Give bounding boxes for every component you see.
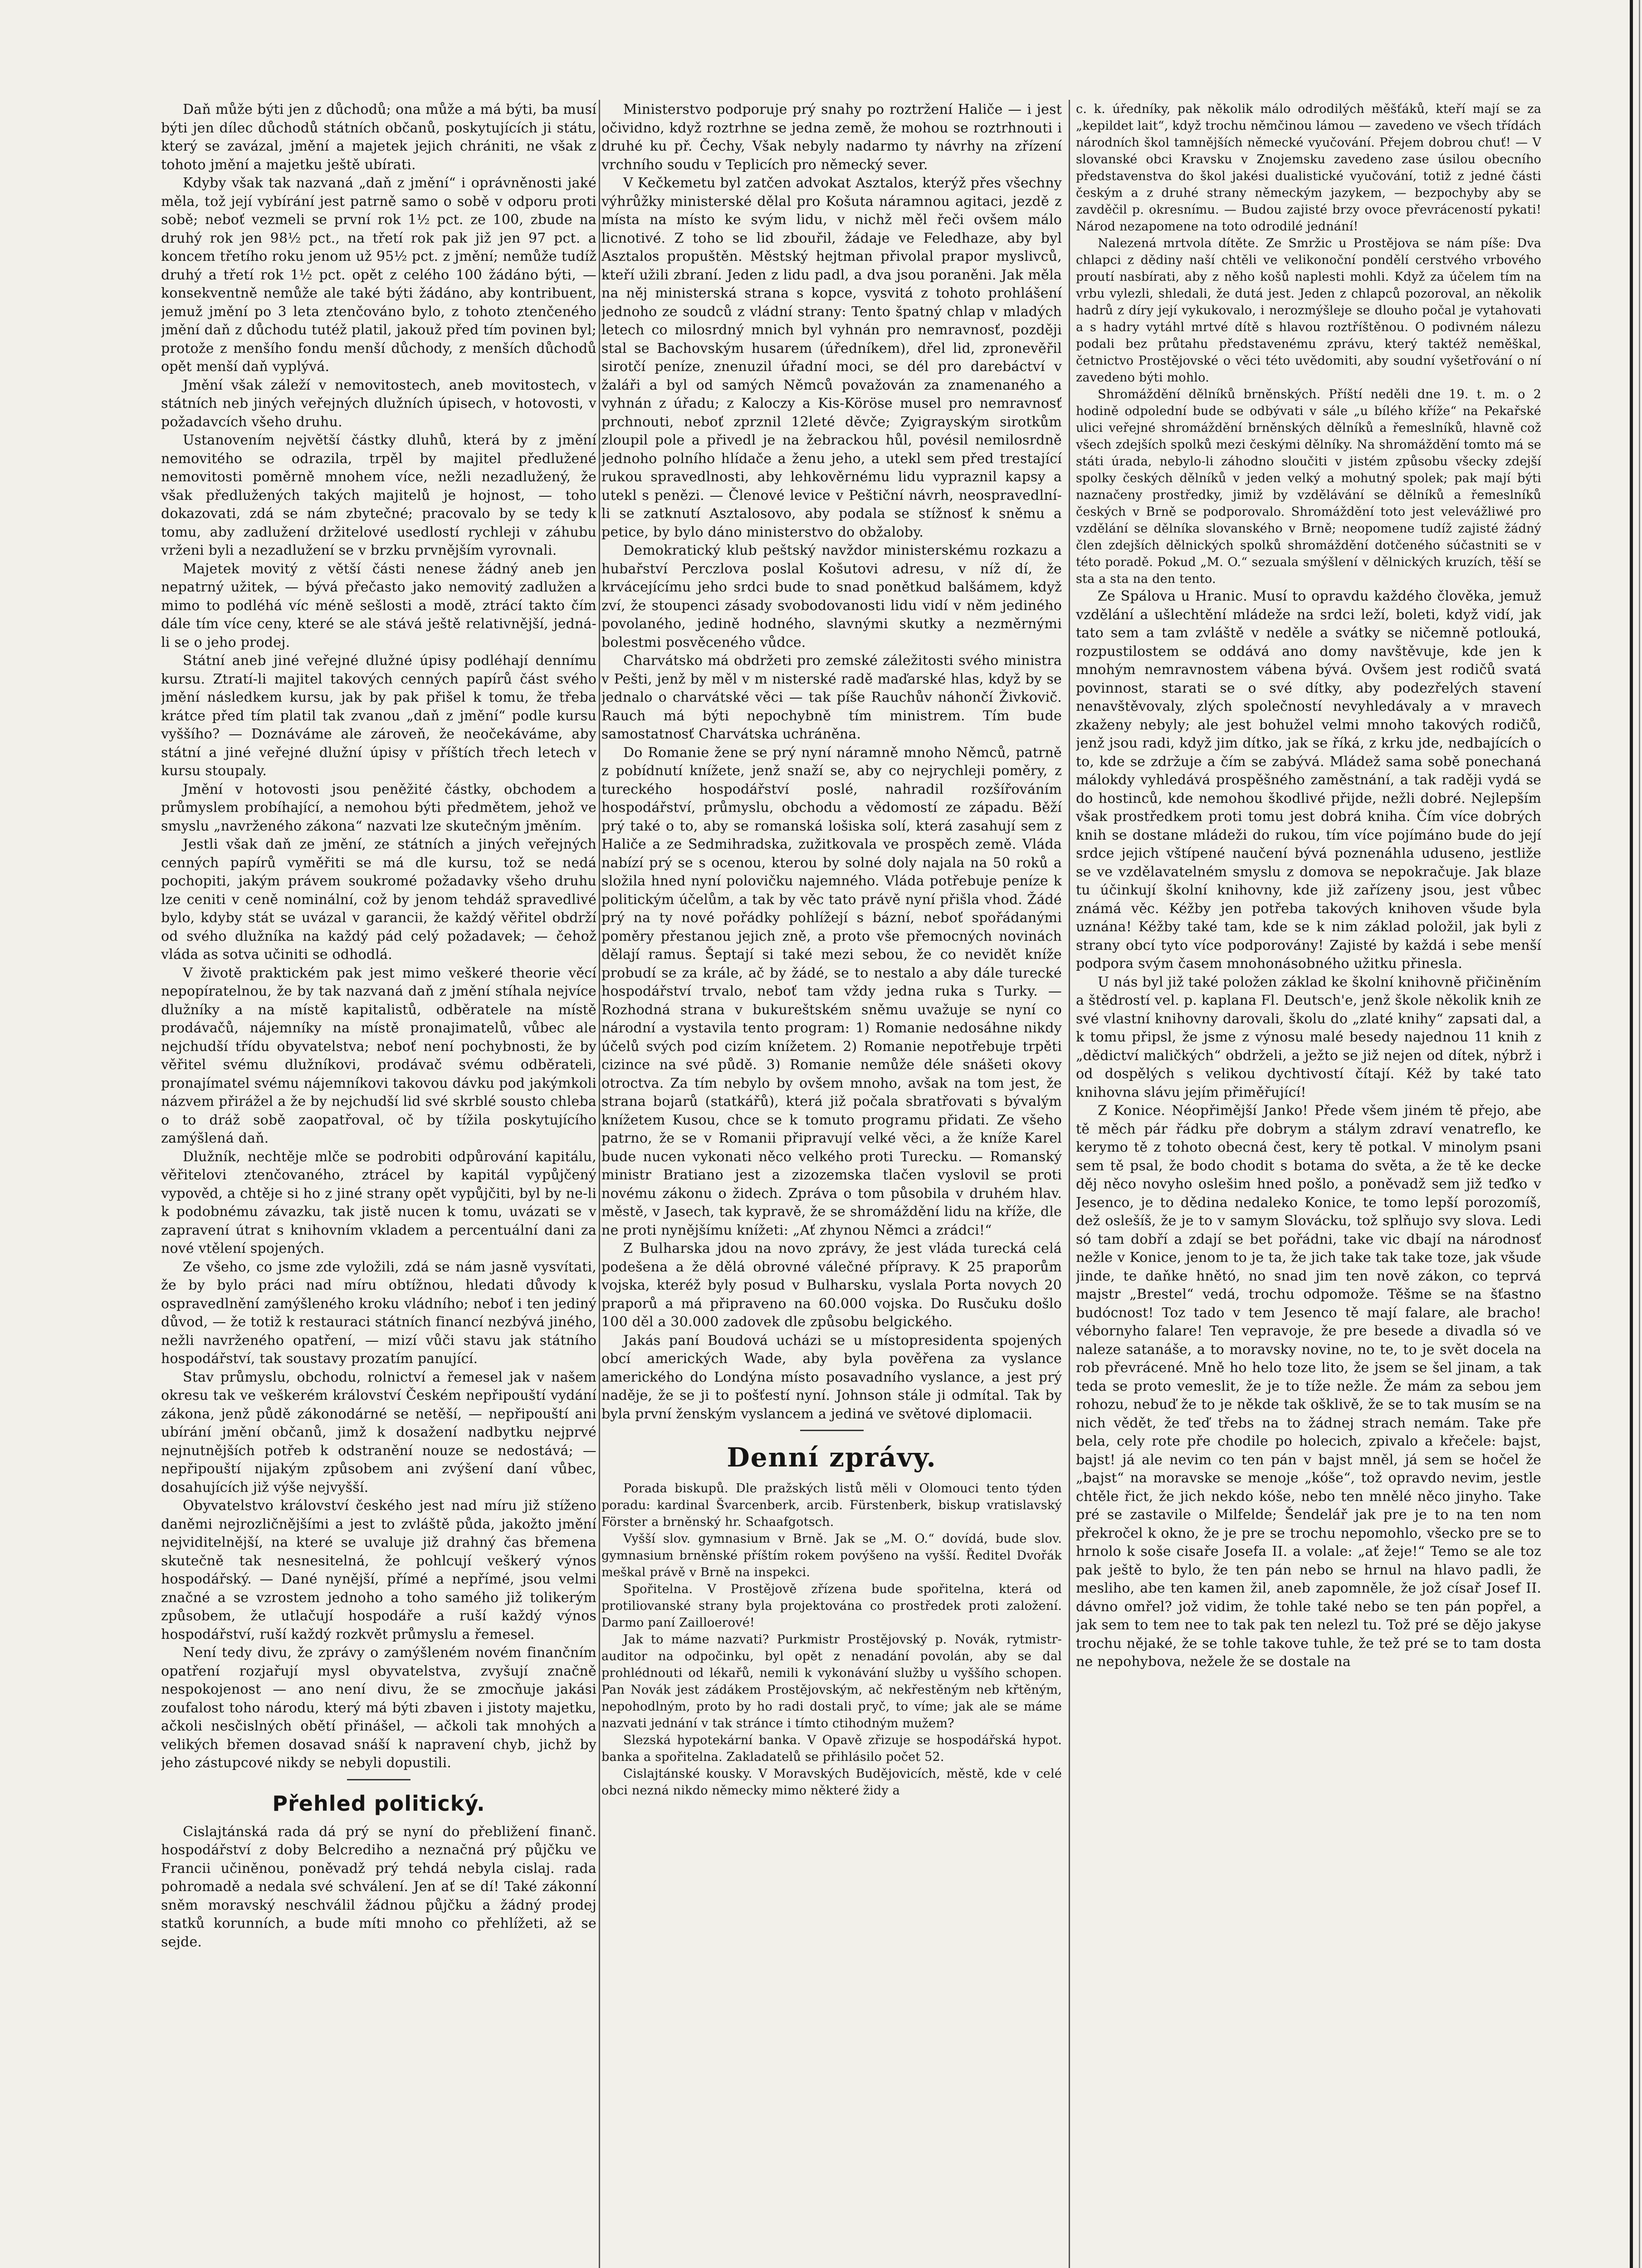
paragraph: Stav průmyslu, obchodu, rolnictví a řemesel jak v našem okresu tak ve veškerém království Českém nepřipouští vydání zákona, jenž půdě zákonodárné se netěší, — nepřipouští ani ubírání jmění občanů, jimž k dosažení nadbytku nejprvé nejnutnějších potřeb k odstranění nouze se nedostává; — nepřipouští nijakým způsobem ani zvýšení daní vůbec, dosahujících již výše nejvyšší. xyxy=(161,1369,596,1496)
paragraph: Cislajtánská rada dá prý se nyní do přebližení finanč. hospodářství z doby Belcrediho a neznačná prý půjčku ve Francii učiněnou, poněvadž prý tehdá nebyla cislaj. rada pohromadě a nedala své schválení. Jen ať se dí! Také zákonní sněm moravský neschválil žádnou půjčku a žádný prodej statků korunních, a bude míti mnoho co přehlížeti, až se sejde. xyxy=(161,1823,596,1950)
news-item: Vyšší slov. gymnasium v Brně. Jak se „M. O.“ dovídá, bude slov. gymnasium brněnské příštím rokem povýšeno na vyšší. Ředitel Dvořák meškal právě v Brně na inspekci. xyxy=(601,1532,1062,1579)
section-heading-daily-news: Denní zprávy. xyxy=(727,1442,937,1473)
section-heading-politics: Přehled politický. xyxy=(272,1791,485,1816)
page-edge-rule xyxy=(1630,0,1633,2268)
paragraph: Z Konice. Néopřimější Janko! Přede všem jiném tě přejo, abe tě měch pár řádku pře dobrym a stálym zdraví venatreflo, ke kerymo tě z tohoto obecná čest, kery tě potkal. V minolym psani sem tě psal, že bodo chodit s botama do světa, a že tě ke decke děj něco novyho oslešim hned pošlo, a poněvadž sem již teďko v Jesenco, je to dědina nedaleko Konice, te tomo lepší porozomíš, dež oslešíš, že je to v samym Slovácku, tož splňujo svy slova. Ledi só tam dobří a zdají se bet pořádni, take vic dbají na národnosť nežle v Konice, jenom to je ta, že jich take tak take toze, jak všude jinde, te daňke hnětó, no snad jim ten nově zákon, co teprvá majstr „Brestel“ vedá, trochu odpomože. Těšme se na šťastno budócnost! Toz tado v tem Jesenco tě mají falare, ale bracho! vébornyho falare! Ten vepravoje, že pre besede a divadla só ve naleze satanáše, a to moravsky novine, no te, to je svět docela na rob převrácené. Mně ho helo toze lito, že jsem se šel jinam, a tak teda se proto vemeslit, že je to tíže nežle. Že mám za sebou jem rohozu, nebuď že to je někde tak ošklivě, že se to tak musím se na nich vědět, že teď třebs na to žádnej strach nemám. Take pře bela, cely rote pře chodile po holecich, zpivalo a křečele: bajst, bajst! já ale nevim co ten pán v bajst mněl, já sem se hočel že „bajst“ na moravske se menoje „kóše“, tož opravdo nevim, jestle chtěle řict, že jich nekdo kóše, nebo ten mnělé něco jinyho. Take pré se zastavile o Milfelde; Šendelář jak pre je to na ten nom překročel k okno, že je pre se trochu nepomohlo, všecko pre se to hrnolo k soše cisaře Josefa II. a volale: „ať žeje!“ Temo se ale toz pak ještě to bylo, že ten pán nebo se hrnul na hlavo padli, že mesliho, abe ten kamen žil, aneb zapomněle, že jož císař Josef II. dávno omřel? jož vidim, že tohle také nebo se ten pán popřel, a jak sem to tem nee to tak pak ten nelezl tu. Tož pré se dějo jakyse trochu nějaké, že se tohle takove tuhle, že tež pré se to tam dosta ne nepohybova, nežele že se dostale na xyxy=(1076,1103,1541,1670)
paragraph: U nás byl již také položen základ ke školní knihovně přičiněním a štědrostí vel. p. kaplana Fl. Deutsch'e, jenž škole několik knih ze své vlastní knihovny darovali, školu do „zlaté knihy“ zapsati dal, a k tomu připsl, že jsme z výnosu malé besedy najednou 11 knih z „dědictví maličkých“ obdrželi, a ježto se již nejen od dítek, nýbrž i od dospělých s velikou dychtivostí čítají. Kéž by také tato knihovna slávu jejím přiměřující! xyxy=(1076,974,1541,1100)
paragraph: Jestli však daň ze jmění, ze státních a jiných veřejných cenných papírů vyměřiti se má dle kursu, tož se nedá pochopiti, jakým právem soukromé požadavky všeho druhu lze ceniti v ceně nominální, což by jenom tehdáž spravedlivé bylo, kdyby stát se uvázal v garancii, že každý věřitel obdrží od svého dlužníka na každý pád celý požadavek; — čehož vláda as sotva učiniti se odhodlá. xyxy=(161,836,596,963)
paragraph: Není tedy divu, že zprávy o zamýšleném novém finančním opatření rozjařují mysl obyvatelstva, zvyšují značně nespokojenost — ano není divu, že se zmocňuje jakási zoufalost toho národu, který má býti zbaven i jistoty majetku, ačkoli nesčislných obětí přinášel, — ačkoli tak mnohých a velikých břemen dosavad snáší k napravení chyb, jichž by jeho zástupcové nikdy se nebyli dopustili. xyxy=(161,1645,596,1771)
paragraph: Daň může býti jen z důchodů; ona může a má býti, ba musí býti jen dílec důchodů státních občanů, poskytujících ji státu, který se zavázal, jmění a majetek jejich chrániti, ne však z tohoto jmění a majetku ještě ubírati. xyxy=(161,102,596,173)
section-rule xyxy=(347,1779,410,1780)
paragraph: Majetek movitý z větší části nenese žádný aneb jen nepatrný užitek, — bývá přečasto jako nemovitý zadlužen a mimo to podléhá víc méně sešlosti a modě, ztrácí takto čím dále tím více ceny, které se ale stává ještě relativnější, jedná-li se o jeho prodej. xyxy=(161,561,596,650)
paragraph: Ze všeho, co jsme zde vyložili, zdá se nám jasně vysvítati, že by bylo práci nad míru obtížnou, hledati důvody k ospravedlnění zamýšleného kroku vládního; neboť i ten jediný důvod, — že totiž k restauraci státních financí nezbývá jiného, nežli navrženého opatření, — mizí vůči stavu jak státního hospodářství, tak soustavy prozatím panující. xyxy=(161,1259,596,1367)
column-1 xyxy=(161,101,596,2268)
news-item: Porada biskupů. Dle pražských listů měli v Olomouci tento týden poradu: kardinal Švarcenberk, arcib. Fürstenberk, biskup vratislavský Förster a brněnský hr. Schaafgotsch. xyxy=(601,1481,1062,1529)
paragraph: Jakás paní Boudová ucházi se u místopresidenta spojených obcí amerických Wade, aby byla pověřena za vyslance amerického do Londýna místo posavadního vyslance, a jest prý naděje, že se ji to pošťestí nyní. Johnson stále ji odmítal. Tak by byla první ženským vyslancem a jediná ve světové diplomacii. xyxy=(601,1332,1062,1422)
news-item: Shromáždění dělníků brněnských. Příští neděli dne 19. t. m. o 2 hodině odpolední bude se odbývati v sále „u bílého kříže“ na Pekařské ulici veřejné shromáždění brněnských dělníků a řemeslníků, hlavně což všech zdejších spolků mezi českými dělníky. Na shromáždění tomto má se státi úrada, nebylo-li záhodno sloučiti v jistém způsobu všecky zdejší spolky českých dělníků v jeden velký a mohutný spolek; pak mají býti naznačeny prostředky, jimiž by vzdělávání se dělníků a řemeslníků českých v Brně se podporovalo. Shromáždění toto jest velevážliwé pro vzdělání se dělníka slovanského v Brně; neopomene tudíž zajisté žádný člen zdejších dělnických spolků shromáždění dotčeného súčastniti se v této poradě. Pokud „M. O.“ sezuala smýšlení v dělnických kruzích, těší se sta a sta na den tento. xyxy=(1076,387,1541,586)
section-rule xyxy=(800,1430,864,1431)
paragraph: Charvátsko má obdržeti pro zemské záležitosti svého ministra v Pešti, jenž by měl v m nisterské radě maďarské hlas, když by se jednalo o charvátské věci — tak píše Rauchův náhončí Živkovič. Rauch má býti nepochybně tím ministrem. Tím bude samostatnosť Charvátska uchráněna. xyxy=(601,653,1062,742)
column-divider-1 xyxy=(599,100,600,2268)
column-3 xyxy=(1076,101,1541,2268)
paragraph: Státní aneb jiné veřejné dlužné úpisy podléhají dennímu kursu. Ztratí-li majitel takových cenných papírů část svého jmění následkem kursu, jak by pak přišel k tomu, že třeba krátce před tím platil tak zvanou „daň z jmění“ podle kursu vyššího? — Doznáváme ale zároveň, že neočekáváme, aby státní a jiné veřejné dlužní úpisy v příštích třech letech v kursu stoupaly. xyxy=(161,653,596,779)
news-item: Spořitelna. V Prostějově zřízena bude spořitelna, která od protiliovanské strany byla projektována co prostředek proti založení. Darmo paní Zailloerové! xyxy=(601,1582,1062,1630)
paragraph: Ze Spálova u Hranic. Musí to opravdu každého člověka, jemuž vzdělání a ušlechtění mládeže na srdci leží, boleti, když vidí, jak tato sem a tam zvláště v neděle a svátky se ničemně potlouká, rozpustilostem se oddává ano domy navštěvuje, kde jen k mnohým nemravnostem vábena bývá. Ovšem jest rodičů svatá povinnost, starati se o své dítky, aby podezřelých stavení nenavštěvovaly, zlých společností nevyhledávaly a v mravech zkaženy nebyly; ale jest bohužel velmi mnoho takových rodičů, jenž jsou radi, když jim dítko, jak se říká, z krku jde, nedbajících o to, kde se zdržuje a čím se zabývá. Mládež sama sobě ponechaná málokdy vyhledává prospěšného zaměstnání, a tak raději vydá se do hostinců, kde nemohou škodlivé přijde, nežli dobré. Nejlepším však prostředkem proti tomu jest dobrá kniha. Čím více dobrých knih se dostane mládeži do rukou, tím více pojímáno bude do její srdce jejich vštípené naučení bývá poznenáhla uduseno, jestliže se ve vzdělavatelném smyslu z domova se nepokračuje. Jak blaze tu účinkují školní knihovny, kde již zařízeny jsou, jest vůbec známá věc. Kéžby jen potřeba takových knihoven všude byla uznána! Kéžby také tam, kde se k nim základ položil, jak byli z strany obcí tyto více podporovány! Zajisté by každá i sebe menší podpora svým časem mnohonásobného užitku přinesla. xyxy=(1076,588,1541,972)
news-item: Jak to máme nazvati? Purkmistr Prostějovský p. Novák, rytmistr-auditor na odpočinku, byl opět z nenadání povolán, aby se dal prohlédnouti od lékařů, nemili k vykonávání služby u vyššího schopen. Pan Novák jest zádákem Prostějovským, ač nekřestěným neb křtěným, nepohodlným, proto by ho radi dostali pryč, to víme; jak ale se máme nazvati jednání v tak stránce i tímto ctihodným mužem? xyxy=(601,1633,1062,1730)
paragraph: Ustanovením největší částky dluhů, která by z jmění nemovitého se odrazila, trpěl by majitel předlužené nemovitosti poměrně mnohem více, nežli nezadlužený, že však předlužených takých majitelů je hojnost, — toho dokazovati, zdá se nám zbytečné; pracovalo by se tedy k tomu, aby zadlužení držitelové usedlostí rychleji v záhubu vrženi byli a nezadlužení se v brzku prvnějším vyrovnali. xyxy=(161,432,596,558)
paragraph: Dlužník, nechtěje mlče se podrobiti odpůrování kapitálu, věřitelovi ztenčovaného, ztrácel by kapitál vypůjčený vypověd, a chtěje si ho z jiné strany opět vypůjčiti, byl by ne-li k podobnému závazku, tak jistě nucen k tomu, uvázati se v zapravení útrat s knihovním vkladem a percentuální dani za nové vtělení spojených. xyxy=(161,1149,596,1256)
paragraph: Jmění však záleží v nemovitostech, aneb movitostech, v státních neb jiných veřejných dlužních úpisech, v hotovosti, v požadavcích všeho druhu. xyxy=(161,377,596,430)
news-item: Nalezená mrtvola dítěte. Ze Smržic u Prostějova se nám píše: Dva chlapci z dědiny naší chtěli ve velikonoční pondělí cerstvého vrbového proutí nasbírati, aby z něho košů naplesti mohli. Když za účelem tím na vrbu vylezli, shledali, že dutá jest. Jeden z chlapců pozoroval, an několik hadrů z díry její vykukovalo, i nerozmýšleje se dlouho počal je vytahovati a s hadry vytáhl mrtvé dítě s hlavou roztříštěnou. O podivném nálezu podali bez průtahu představenému zprávu, který taktéž neměškal, četnictvo Prostějovské o věci této uvědomiti, aby soudní vyšetřování o ní zavedeno býti mohlo. xyxy=(1076,236,1541,385)
paragraph: Do Romanie žene se prý nyní náramně mnoho Němců, patrně z pobídnutí knížete, jenž snaží se, aby co nejrychleji poměry, z tureckého hospodářství poslé, nahradil rozšířováním hospodářství, průmyslu, obchodu a vědomostí ze západu. Běží prý také o to, aby se romanská lošiska solí, která zasahují sem z Haliče a ze Sedmihradska, zužitkovala ve prospěch země. Vláda nabízí prý se s ocenou, kterou by solné doly najala na 50 roků a složila hned nyní polovičku najemného. Vláda potřebuje peníze k politickým účelům, a tak by věc tato právě nyní přišla vhod. Žádé prý na ty nové pořádky pohlížejí s bázní, neboť spořádanými poměry přestanou jejich zně, a proto vše přemocných novinách dělají ramus. Šeptají si také mezi sebou, že co nevidět kníže probudí se za krále, ač by žádé, se to nestalo a aby dále turecké hospodářství trvalo, neboť tam vždy jedna ruka s Turky. — Rozhodná strana v bukureštském sněmu uvažuje se nyní co národní a vystavila tento program: 1) Romanie nedosáhne nikdy účelů svých pod cizím knížetem. 2) Romanie nepotřebuje trpěti cizince na své půdě. 3) Romanie nemůže déle snášeti okovy otroctva. Za tím nebylo by ovšem mnoho, avšak na tom jest, že strana bojarů (statkářů), která již počala sbratřovati s bývalým knížetem Kusou, chce se k tomuto programu přidati. Ze všeho patrno, že se v Romanii připravují velké věci, a že kníže Karel bude nucen vykonati něco velkého proti Turecku. — Romanský ministr Bratiano jest a zizozemska tlačen vyslovil se proti novému zákonu o židech. Zpráva o tom působila v druhém hlav. městě, v Jasech, tak kypravě, že se shromáždění lidu na kříže, dle ne proti nynějšímu knížeti: „Ať zhynou Němci a zrádci!“ xyxy=(601,744,1062,1238)
paragraph: V Kečkemetu byl zatčen advokat Asztalos, kterýž přes všechny výhrůžky ministerské dělal pro Košuta náramnou agitaci, jezdě z místa na místo ke svým lidu, v nichž měl řeči ovšem málo licnotivé. Z toho se lid zbouřil, žádaje ve Feledhaze, aby byl Asztalos propuštěn. Městský hejtman přivolal prapor myslivců, kteří užili zbraní. Jeden z lidu padl, a dva jsou poraněni. Jak měla na něj ministerská strana s kopce, vysvitá z tohoto prohlášení jednoho ze soudců z vládní strany: Tento špatný chlap v mladých letech co milosrdný mnich byl vyhnán pro nemravnosť, později stal se Bachovským husarem (úředníkem), dřel lid, zpronevěřil sirotčí peníze, znenuzil úřadní moci, se dél pro darebáctví v žaláři a byl od samých Němců považován za znamenaného a vyhnán z úřadu; z Kaloczy a Kis-Köröse musel pro nemravnosť prchnouti, neboť zprznil 12leté děvče; Zyigrayským sirotkům zloupil pole a přivedl je na žebrackou hůl, povésil nemilosrdně jednoho polního hlídače a ženu jeho, a utekl sem před trestající rukou spravedlnosti, aby lehkověrnému lidu vypraznil kapsy a utekl s penězi. — Členové levice v Peštiční návrh, neospravedlní-li se zatknutí Asztalosovo, aby podala se stížnosť k sněmu a petice, by bylo dáno ministerstvo do obžaloby. xyxy=(601,175,1062,540)
column-2 xyxy=(601,101,1062,2268)
paragraph: V životě praktickém pak jest mimo veškeré theorie věcí nepopíratelnou, že by tak nazvaná daň z jmění stíhala nejvíce dlužníky a na místě kapitalistů, odběratele na místě prodávačů, nájemníky na místě pronajimatelů, vůbec ale nejchudší třídu obyvatelstva; neboť není pochybnosti, že by věřitel svému dlužníkovi, prodávač svému odběrateli, pronajímatel svému nájemníkovi takovou dávku pod jakýmkoli názvem přirážel a že by nejchudší lid své skrblé sousto chleba o to dráž sobě zaopatřoval, oč by tížila poskytujícího zamýšlená daň. xyxy=(161,965,596,1146)
news-item: c. k. úředníky, pak několik málo odrodilých měšťáků, kteří mají se za „kepildet lait“, když trochu němčinou lámou — zavedeno ve všech třídách národních škol tamnějších německé vyučování. Přejem dobrou chuť! — V slovanské obci Kravsku v Znojemsku zavedeno zase úsilou obecního představenstva do škol jakési dualistické vyučování, totiž z jedné části českým a z druhé strany německým jazykem, — bezpochyby aby se zavděčil p. okresnímu. — Budou zajisté brzy ovoce převráceností pykati! Národ nezapomene na toto odrodilé jednání! xyxy=(1076,102,1541,234)
paragraph: Demokratický klub peštský navždor ministerskému rozkazu a hubařství Perczlova poslal Košutovi adresu, v níž dí, že krvácejícímu jeho srdci bude to snad ponětkud balšámem, když zví, že stoupenci zásady svobodovanosti lidu vidí v něm jediného povolaného, jedině hodného, slavnými skutky a nezměrnými bolestmi posvěceného vůdce. xyxy=(601,543,1062,650)
paragraph: Ministerstvo podporuje prý snahy po roztržení Haliče — i jest očividno, když roztrhne se jedna země, že mohou se roztrhnouti i druhé ku př. Čechy, Však nebyly nadarmo ty návrhy na zřízení vrchního soudu v Teplicích pro německý sever. xyxy=(601,102,1062,173)
paragraph: Jmění v hotovosti jsou peněžité částky, obchodem a průmyslem probíhající, a nemohou býti předmětem, jehož ve smyslu „navrženého zákona“ nazvati lze skutečným jměním. xyxy=(161,781,596,834)
paragraph: Z Bulharska jdou na novo zprávy, že jest vláda turecká celá podešena a že dělá obrovné válečné přípravy. K 25 praporům vojska, kteréž byly posud v Bulharsku, vyslala Porta novych 20 praporů a má připraveno na 60.000 vojska. Do Rusčuku došlo 100 děl a 30.000 zadovek dle způsobu belgického. xyxy=(601,1241,1062,1330)
column-divider-2 xyxy=(1069,100,1070,2268)
news-item: Slezská hypotekární banka. V Opavě zřizuje se hospodářská hypot. banka a spořitelna. Zakladatelů se přihlásilo počet 52. xyxy=(601,1733,1062,1764)
page-edge-rule-outer xyxy=(1639,0,1640,2268)
paragraph: Kdyby však tak nazvaná „daň z jmění“ i oprávněnosti jaké měla, tož její vybírání jest patrně samo o sobě v odporu proti sobě; neboť vezmeli se první rok 1½ pct. ze 100, zbude na druhý rok jen 98½ pct., na třetí rok pak již jen 97 pct. a koncem třetího roku jenom už 95½ pct. z jmění; nemůže tudíž druhý a třetí rok 1½ pct. opět z celého 100 žádáno býti, — konsekventně nemůže ale také býti žádáno, aby kontribuent, jemuž jmění po 3 leta ztenčováno bylo, z tohoto ztenčeného jmění daň z důchodu tutéž platil, jakouž před tím povinen byl; protože z menšího fondu menší důchody, z menších důchodů opět menší daň vyplývá. xyxy=(161,175,596,375)
paragraph: Obyvatelstvo království českého jest nad míru již stíženo daněmi nejrozličnějšími a jest to zvláště půda, jakožto jmění nejviditelnější, na které se uvaluje již drahný čas břemena skutečně tak nesnesitelná, že pohlcují veškerý výnos hospodářský. — Dané nynější, přímé a nepřímé, jsou velmi značné a se vzrostem jednoho a toho samého již tolikerým způsobem, že utlačují hospodáře a ruší každý výnos hospodářství, ruší každý rozkvět průmyslu a řemesel. xyxy=(161,1498,596,1642)
news-item: Cislajtánské kousky. V Moravských Budějovicích, městě, kde v celé obci nezná nikdo německy mimo některé židy a xyxy=(601,1767,1062,1798)
